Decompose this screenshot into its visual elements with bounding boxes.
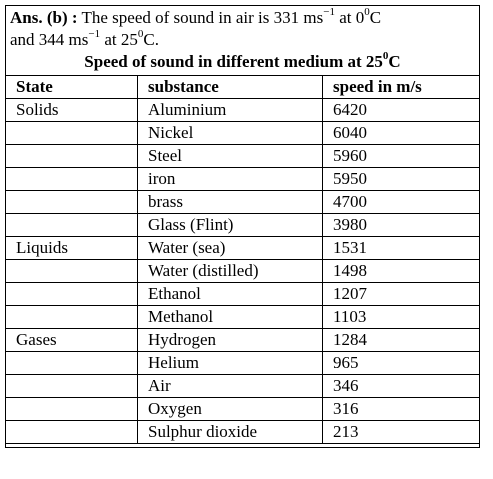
answer-line-1-end: C: [369, 8, 382, 27]
answer-line-2-text: and 344 ms: [10, 30, 89, 49]
cell-substance: Oxygen: [138, 398, 323, 421]
answer-line-2-exponent: −1: [88, 28, 101, 41]
cell-speed: 4700: [323, 191, 480, 214]
table-row: [6, 99, 480, 122]
cell-speed: 5960: [323, 145, 480, 168]
answer-line-2: [10, 29, 475, 51]
header-state: State: [6, 76, 138, 99]
cell-state: [6, 145, 138, 168]
header-speed: speed in m/s: [323, 76, 480, 99]
cell-substance: Ethanol: [138, 283, 323, 306]
answer-line-2-degree: 0: [137, 28, 144, 41]
cell-substance: Glass (Flint): [138, 214, 323, 237]
cell-state: [6, 283, 138, 306]
table-caption-unit: C: [388, 52, 401, 71]
cell-substance: Methanol: [138, 306, 323, 329]
cell-state: [6, 122, 138, 145]
cell-substance: Helium: [138, 352, 323, 375]
cell-state: Solids: [6, 99, 138, 122]
header-substance: substance: [138, 76, 323, 99]
answer-line-1-text: The speed of sound in air is 331 ms: [77, 8, 324, 27]
cell-state: [6, 398, 138, 421]
table-row: [6, 375, 480, 398]
table-row: [6, 306, 480, 329]
cell-state: Liquids: [6, 237, 138, 260]
cell-state: [6, 214, 138, 237]
cell-substance: iron: [138, 168, 323, 191]
cell-speed: 213: [323, 421, 480, 444]
table-row: [6, 352, 480, 375]
table-row: [6, 168, 480, 191]
cell-substance: Water (sea): [138, 237, 323, 260]
table-row: [6, 122, 480, 145]
cell-speed: 5950: [323, 168, 480, 191]
answer-line-1-mid: at 0: [334, 8, 365, 27]
cell-speed: 6040: [323, 122, 480, 145]
answer-text: [10, 7, 475, 51]
answer-prefix: Ans. (b) :: [10, 8, 78, 27]
cell-speed: 346: [323, 375, 480, 398]
table-row: [6, 145, 480, 168]
cell-state: [6, 191, 138, 214]
cell-state: [6, 260, 138, 283]
cell-substance: brass: [138, 191, 323, 214]
cell-speed: 1498: [323, 260, 480, 283]
cell-substance: Water (distilled): [138, 260, 323, 283]
table-row: [6, 214, 480, 237]
cell-speed: 1531: [323, 237, 480, 260]
cell-speed: 6420: [323, 99, 480, 122]
table-row: [6, 260, 480, 283]
answer-line-1-degree: 0: [364, 6, 370, 19]
cell-substance: Hydrogen: [138, 329, 323, 352]
table-caption-degree: 0: [382, 50, 389, 63]
answer-line-2-mid: at 25: [100, 30, 138, 49]
cell-state: [6, 168, 138, 191]
table-header-row: [6, 76, 480, 99]
table-body: [6, 99, 480, 444]
cell-state: Gases: [6, 329, 138, 352]
cell-speed: 965: [323, 352, 480, 375]
cell-state: [6, 352, 138, 375]
table-caption-text: Speed of sound in different medium at 25: [84, 52, 383, 71]
table-row: [6, 237, 480, 260]
answer-line-1-exponent: −1: [323, 6, 335, 19]
speed-of-sound-table: [5, 75, 480, 444]
cell-speed: 3980: [323, 214, 480, 237]
table-row: [6, 283, 480, 306]
cell-substance: Sulphur dioxide: [138, 421, 323, 444]
table-row: [6, 421, 480, 444]
cell-substance: Air: [138, 375, 323, 398]
table-caption: [5, 51, 480, 73]
cell-state: [6, 421, 138, 444]
cell-substance: Aluminium: [138, 99, 323, 122]
cell-speed: 316: [323, 398, 480, 421]
table-row: [6, 191, 480, 214]
answer-line-1: [10, 7, 475, 29]
answer-line-2-end: C.: [143, 30, 159, 49]
cell-substance: Nickel: [138, 122, 323, 145]
cell-state: [6, 306, 138, 329]
cell-substance: Steel: [138, 145, 323, 168]
cell-speed: 1284: [323, 329, 480, 352]
cell-speed: 1207: [323, 283, 480, 306]
table-row: [6, 398, 480, 421]
table-row: [6, 329, 480, 352]
cell-state: [6, 375, 138, 398]
cell-speed: 1103: [323, 306, 480, 329]
